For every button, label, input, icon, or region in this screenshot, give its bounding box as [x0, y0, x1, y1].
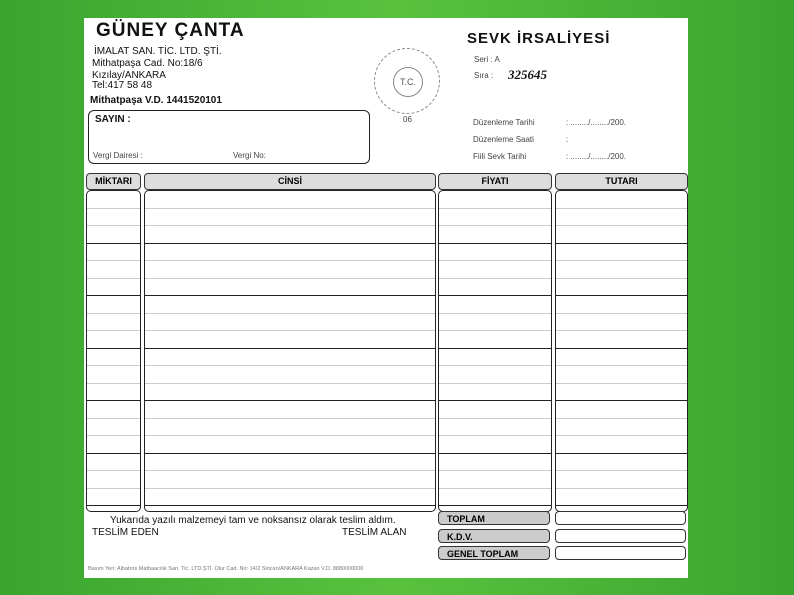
table-row — [439, 384, 551, 402]
header-quantity: MİKTARI — [86, 173, 141, 190]
table-row — [87, 279, 140, 297]
table-row — [556, 366, 687, 384]
table-row — [145, 419, 435, 437]
header-amount: TUTARI — [555, 173, 688, 190]
table-row — [556, 384, 687, 402]
table-row — [87, 226, 140, 244]
table-row — [87, 314, 140, 332]
price-column — [438, 190, 552, 512]
table-row — [556, 454, 687, 472]
seq-number: 325645 — [508, 67, 547, 82]
table-row — [439, 331, 551, 349]
table-row — [145, 314, 435, 332]
table-row — [439, 314, 551, 332]
issue-date-value: : ......../......../200. — [566, 118, 627, 127]
stamp-inner: T.C. — [393, 67, 423, 97]
table-row — [87, 436, 140, 454]
table-row — [556, 489, 687, 507]
table-row — [145, 244, 435, 262]
issue-time-value: : — [566, 135, 569, 144]
company-name: GÜNEY ÇANTA — [96, 20, 245, 41]
footer-note: Yukarıda yazılı malzemeyi tam ve noksansız olarak teslim aldım. — [110, 515, 396, 526]
table-row — [439, 366, 551, 384]
customer-label: SAYIN : — [95, 114, 131, 125]
table-row — [439, 209, 551, 227]
table-row — [556, 296, 687, 314]
total-value — [555, 511, 686, 525]
company-address: Mithatpaşa Cad. No:18/6 — [92, 58, 203, 69]
table-row — [87, 191, 140, 209]
delivered-by: TESLİM EDEN — [92, 527, 159, 538]
table-row — [439, 454, 551, 472]
header-description: CİNSİ — [144, 173, 436, 190]
table-row — [87, 331, 140, 349]
grand-total-value — [555, 546, 686, 560]
table-row — [145, 331, 435, 349]
vat-label: K.D.V. — [438, 529, 550, 543]
table-row — [439, 436, 551, 454]
tax-office-label: Vergi Dairesi : — [93, 151, 143, 160]
table-row — [145, 296, 435, 314]
table-row — [556, 471, 687, 489]
table-row — [145, 279, 435, 297]
table-row — [87, 419, 140, 437]
company-tax: Mithatpaşa V.D. 1441520101 — [90, 95, 222, 106]
issue-date-label: Düzenleme Tarihi — [473, 118, 535, 127]
seq-label: Sıra : — [474, 71, 494, 80]
table-row — [87, 296, 140, 314]
table-row — [556, 419, 687, 437]
table-row — [439, 296, 551, 314]
serial: Seri : A — [474, 55, 500, 64]
table-row — [145, 489, 435, 507]
table-row — [556, 331, 687, 349]
ministry-stamp — [374, 48, 440, 124]
table-row — [87, 454, 140, 472]
ship-date-label: Fiili Sevk Tarihi — [473, 152, 527, 161]
table-row — [87, 401, 140, 419]
company-city: Kızılay/ANKARA — [92, 70, 166, 81]
tax-no-label: Vergi No: — [233, 151, 266, 160]
table-row — [87, 261, 140, 279]
table-row — [145, 191, 435, 209]
table-row — [145, 384, 435, 402]
customer-box — [88, 110, 370, 164]
table-row — [556, 226, 687, 244]
issue-time-label: Düzenleme Saati — [473, 135, 534, 144]
table-row — [145, 454, 435, 472]
table-row — [145, 261, 435, 279]
company-subtitle: İMALAT SAN. TİC. LTD. ŞTİ. — [94, 46, 222, 57]
printer-info: Basım Yeri: Albatros Matbaacılık San. Tic. LTD.ŞTİ. Olur Cad. No: 14/2 Sincan/ANKARA Kazan V.D. 8880000000 — [88, 566, 364, 572]
table-row — [87, 209, 140, 227]
table-row — [556, 244, 687, 262]
document-title: SEVK İRSALİYESİ — [467, 30, 611, 47]
ship-date-value: : ......../......../200. — [566, 152, 627, 161]
table-row — [439, 261, 551, 279]
table-row — [145, 226, 435, 244]
table-row — [145, 349, 435, 367]
received-by: TESLİM ALAN — [342, 527, 407, 538]
table-row — [145, 366, 435, 384]
grand-total-label: GENEL TOPLAM — [438, 546, 550, 560]
header-price: FİYATI — [438, 173, 552, 190]
quantity-column — [86, 190, 141, 512]
table-row — [439, 489, 551, 507]
table-row — [556, 279, 687, 297]
table-row — [145, 209, 435, 227]
table-row — [556, 209, 687, 227]
vat-value — [555, 529, 686, 543]
table-row — [439, 191, 551, 209]
amount-column — [555, 190, 688, 512]
waybill-document — [84, 18, 688, 578]
table-row — [87, 471, 140, 489]
stamp-code: 06 — [403, 115, 412, 124]
total-label: TOPLAM — [438, 511, 550, 525]
description-column — [144, 190, 436, 512]
table-row — [439, 419, 551, 437]
table-row — [439, 279, 551, 297]
table-row — [439, 349, 551, 367]
table-row — [556, 191, 687, 209]
table-row — [439, 244, 551, 262]
table-row — [145, 471, 435, 489]
table-row — [439, 471, 551, 489]
table-row — [556, 314, 687, 332]
table-row — [87, 366, 140, 384]
table-row — [556, 436, 687, 454]
table-row — [145, 401, 435, 419]
table-row — [556, 261, 687, 279]
table-row — [439, 401, 551, 419]
table-row — [87, 384, 140, 402]
table-row — [87, 489, 140, 507]
table-row — [145, 436, 435, 454]
table-row — [87, 244, 140, 262]
table-row — [439, 226, 551, 244]
table-row — [556, 349, 687, 367]
table-row — [556, 401, 687, 419]
company-phone: Tel:417 58 48 — [92, 80, 153, 91]
table-row — [87, 349, 140, 367]
